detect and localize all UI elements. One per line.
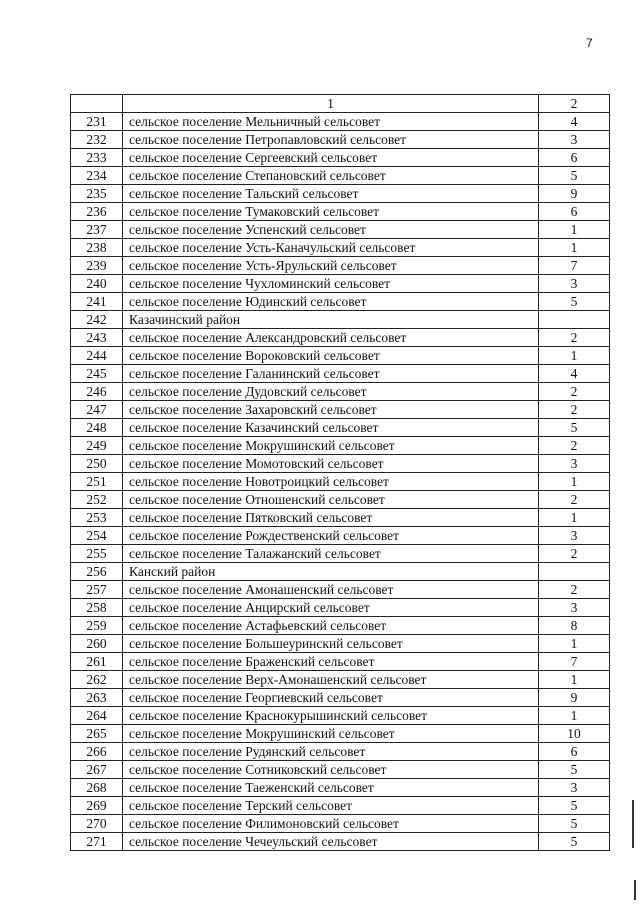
value-cell: 2 (539, 329, 610, 347)
value-cell: 3 (539, 779, 610, 797)
row-number-cell: 245 (71, 365, 123, 383)
row-number-cell: 258 (71, 599, 123, 617)
row-number-cell: 244 (71, 347, 123, 365)
settlement-name-cell: сельское поселение Усть-Каначульский сельсовет (123, 239, 539, 257)
row-number-cell: 235 (71, 185, 123, 203)
row-number-cell: 248 (71, 419, 123, 437)
value-cell: 1 (539, 635, 610, 653)
table-row (71, 779, 610, 797)
settlement-name-cell: сельское поселение Анцирский сельсовет (123, 599, 539, 617)
table-row (71, 185, 610, 203)
header-cell-value: 2 (539, 95, 610, 113)
table-row (71, 311, 610, 329)
table-row (71, 509, 610, 527)
row-number-cell: 257 (71, 581, 123, 599)
table-row (71, 275, 610, 293)
value-cell: 2 (539, 437, 610, 455)
value-cell: 5 (539, 797, 610, 815)
table-row (71, 617, 610, 635)
value-cell: 1 (539, 347, 610, 365)
table-row (71, 131, 610, 149)
value-cell: 10 (539, 725, 610, 743)
value-cell: 5 (539, 167, 610, 185)
settlement-name-cell: сельское поселение Успенский сельсовет (123, 221, 539, 239)
value-cell: 2 (539, 383, 610, 401)
settlement-name-cell: сельское поселение Захаровский сельсовет (123, 401, 539, 419)
settlement-name-cell: сельское поселение Сотниковский сельсовет (123, 761, 539, 779)
settlement-name-cell: сельское поселение Краснокурышинский сельсовет (123, 707, 539, 725)
table-row (71, 473, 610, 491)
row-number-cell: 254 (71, 527, 123, 545)
row-number-cell: 253 (71, 509, 123, 527)
settlement-name-cell: сельское поселение Таеженский сельсовет (123, 779, 539, 797)
table-row (71, 491, 610, 509)
value-cell: 5 (539, 293, 610, 311)
value-cell: 6 (539, 743, 610, 761)
table-row (71, 671, 610, 689)
row-number-cell: 242 (71, 311, 123, 329)
value-cell: 3 (539, 599, 610, 617)
row-number-cell: 260 (71, 635, 123, 653)
row-number-cell: 261 (71, 653, 123, 671)
table-row (71, 347, 610, 365)
settlement-name-cell: сельское поселение Мельничный сельсовет (123, 113, 539, 131)
table-row (71, 635, 610, 653)
value-cell: 5 (539, 419, 610, 437)
row-number-cell: 252 (71, 491, 123, 509)
row-number-cell: 231 (71, 113, 123, 131)
table-row (71, 149, 610, 167)
settlement-name-cell: Канский район (123, 563, 539, 581)
table-row (71, 437, 610, 455)
value-cell: 5 (539, 761, 610, 779)
settlement-name-cell: сельское поселение Мокрушинский сельсовет (123, 725, 539, 743)
table-row (71, 293, 610, 311)
value-cell: 5 (539, 815, 610, 833)
value-cell: 2 (539, 491, 610, 509)
table-row (71, 257, 610, 275)
value-cell: 1 (539, 473, 610, 491)
row-number-cell: 263 (71, 689, 123, 707)
settlement-name-cell: сельское поселение Чечеульский сельсовет (123, 833, 539, 851)
settlement-name-cell: сельское поселение Браженский сельсовет (123, 653, 539, 671)
row-number-cell: 236 (71, 203, 123, 221)
settlement-name-cell: сельское поселение Момотовский сельсовет (123, 455, 539, 473)
table-row (71, 203, 610, 221)
row-number-cell: 238 (71, 239, 123, 257)
row-number-cell: 241 (71, 293, 123, 311)
settlement-name-cell: сельское поселение Петропавловский сельсовет (123, 131, 539, 149)
settlement-name-cell: сельское поселение Дудовский сельсовет (123, 383, 539, 401)
table-row (71, 383, 610, 401)
row-number-cell: 232 (71, 131, 123, 149)
table-row (71, 419, 610, 437)
row-number-cell: 264 (71, 707, 123, 725)
table-row (71, 401, 610, 419)
settlements-table (70, 94, 610, 851)
row-number-cell: 259 (71, 617, 123, 635)
settlement-name-cell: сельское поселение Отношенский сельсовет (123, 491, 539, 509)
settlement-name-cell: Казачинский район (123, 311, 539, 329)
table-row (71, 329, 610, 347)
table-row (71, 653, 610, 671)
value-cell: 1 (539, 671, 610, 689)
settlement-name-cell: сельское поселение Большеуринский сельсовет (123, 635, 539, 653)
value-cell: 3 (539, 131, 610, 149)
row-number-cell: 266 (71, 743, 123, 761)
table-row (71, 707, 610, 725)
value-cell: 7 (539, 653, 610, 671)
settlement-name-cell: сельское поселение Чухломинский сельсовет (123, 275, 539, 293)
settlement-name-cell: сельское поселение Тумаковский сельсовет (123, 203, 539, 221)
settlement-name-cell: сельское поселение Рудянский сельсовет (123, 743, 539, 761)
row-number-cell: 246 (71, 383, 123, 401)
value-cell: 9 (539, 185, 610, 203)
settlement-name-cell: сельское поселение Пятковский сельсовет (123, 509, 539, 527)
settlement-name-cell: сельское поселение Амонашенский сельсовет (123, 581, 539, 599)
value-cell: 6 (539, 203, 610, 221)
settlement-name-cell: сельское поселение Новотроицкий сельсовет (123, 473, 539, 491)
settlement-name-cell: сельское поселение Тальский сельсовет (123, 185, 539, 203)
row-number-cell: 267 (71, 761, 123, 779)
row-number-cell: 234 (71, 167, 123, 185)
table-row (71, 725, 610, 743)
value-cell: 4 (539, 113, 610, 131)
settlement-name-cell: сельское поселение Рождественский сельсовет (123, 527, 539, 545)
value-cell: 1 (539, 239, 610, 257)
value-cell: 2 (539, 581, 610, 599)
value-cell: 1 (539, 221, 610, 239)
row-number-cell: 255 (71, 545, 123, 563)
table-row (71, 761, 610, 779)
value-cell: 6 (539, 149, 610, 167)
settlement-name-cell: сельское поселение Георгиевский сельсовет (123, 689, 539, 707)
value-cell: 3 (539, 527, 610, 545)
table-row (71, 545, 610, 563)
value-cell: 4 (539, 365, 610, 383)
settlement-name-cell: сельское поселение Талажанский сельсовет (123, 545, 539, 563)
row-number-cell: 237 (71, 221, 123, 239)
row-number-cell: 270 (71, 815, 123, 833)
value-cell (539, 563, 610, 581)
header-cell-num (71, 95, 123, 113)
table-row (71, 797, 610, 815)
row-number-cell: 262 (71, 671, 123, 689)
row-number-cell: 243 (71, 329, 123, 347)
row-number-cell: 269 (71, 797, 123, 815)
value-cell: 9 (539, 689, 610, 707)
table-row (71, 689, 610, 707)
settlement-name-cell: сельское поселение Астафьевский сельсовет (123, 617, 539, 635)
table-row (71, 815, 610, 833)
row-number-cell: 251 (71, 473, 123, 491)
table-row (71, 239, 610, 257)
settlement-name-cell: сельское поселение Степановский сельсовет (123, 167, 539, 185)
settlement-name-cell: сельское поселение Александровский сельсовет (123, 329, 539, 347)
table-row (71, 455, 610, 473)
scan-margin-mark (632, 800, 634, 848)
value-cell: 3 (539, 275, 610, 293)
table-header-row (71, 95, 610, 113)
value-cell (539, 311, 610, 329)
settlement-name-cell: сельское поселение Казачинский сельсовет (123, 419, 539, 437)
row-number-cell: 249 (71, 437, 123, 455)
value-cell: 8 (539, 617, 610, 635)
value-cell: 2 (539, 545, 610, 563)
row-number-cell: 247 (71, 401, 123, 419)
value-cell: 5 (539, 833, 610, 851)
settlement-name-cell: сельское поселение Верх-Амонашенский сельсовет (123, 671, 539, 689)
header-cell-name: 1 (123, 95, 539, 113)
table-row (71, 113, 610, 131)
table-row (71, 221, 610, 239)
value-cell: 3 (539, 455, 610, 473)
settlement-name-cell: сельское поселение Терский сельсовет (123, 797, 539, 815)
table-row (71, 563, 610, 581)
row-number-cell: 240 (71, 275, 123, 293)
settlement-name-cell: сельское поселение Вороковский сельсовет (123, 347, 539, 365)
row-number-cell: 250 (71, 455, 123, 473)
row-number-cell: 268 (71, 779, 123, 797)
table-row (71, 167, 610, 185)
page-number: 7 (586, 36, 593, 50)
row-number-cell: 256 (71, 563, 123, 581)
row-number-cell: 233 (71, 149, 123, 167)
row-number-cell: 271 (71, 833, 123, 851)
scan-margin-mark (634, 880, 636, 900)
settlement-name-cell: сельское поселение Галанинский сельсовет (123, 365, 539, 383)
table-row (71, 527, 610, 545)
row-number-cell: 239 (71, 257, 123, 275)
value-cell: 1 (539, 509, 610, 527)
settlement-name-cell: сельское поселение Филимоновский сельсовет (123, 815, 539, 833)
value-cell: 2 (539, 401, 610, 419)
row-number-cell: 265 (71, 725, 123, 743)
value-cell: 1 (539, 707, 610, 725)
value-cell: 7 (539, 257, 610, 275)
settlement-name-cell: сельское поселение Юдинский сельсовет (123, 293, 539, 311)
settlement-name-cell: сельское поселение Сергеевский сельсовет (123, 149, 539, 167)
table-row (71, 365, 610, 383)
table-row (71, 743, 610, 761)
table-row (71, 833, 610, 851)
table-row (71, 581, 610, 599)
table-row (71, 599, 610, 617)
settlement-name-cell: сельское поселение Мокрушинский сельсовет (123, 437, 539, 455)
settlement-name-cell: сельское поселение Усть-Ярульский сельсовет (123, 257, 539, 275)
